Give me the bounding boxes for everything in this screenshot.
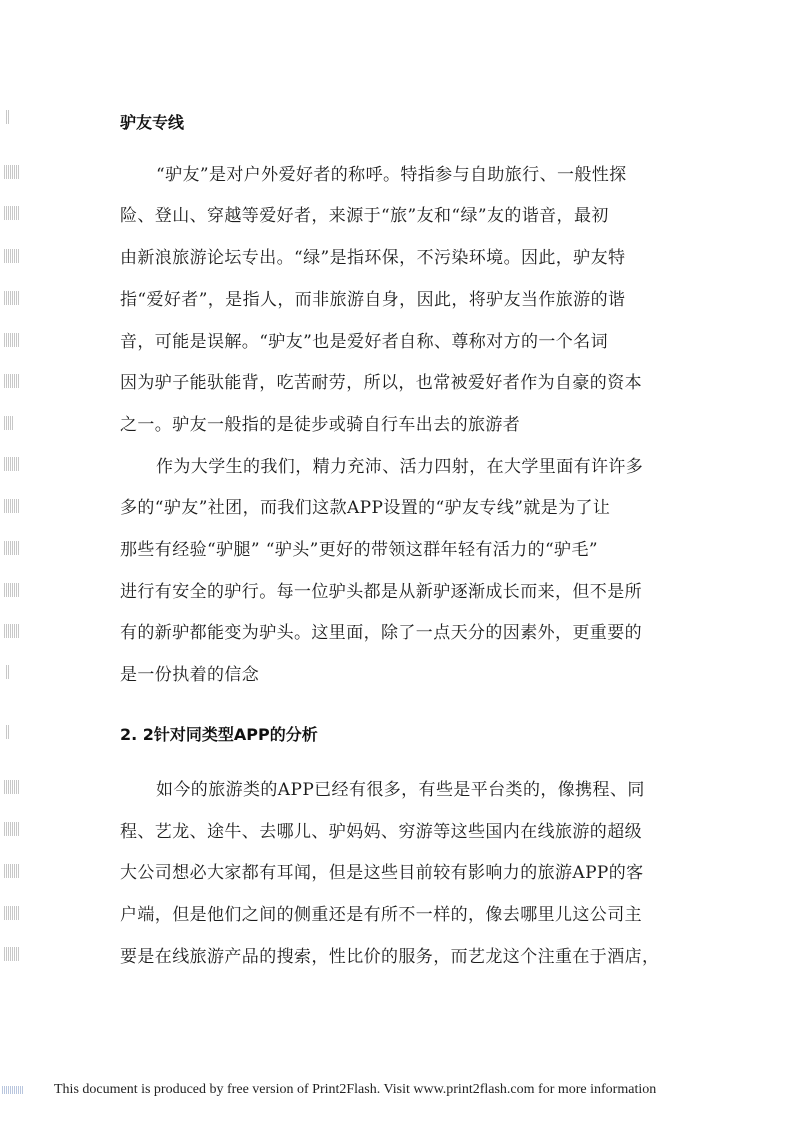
paragraph-line: 指“爱好者”，是指人，而非旅游自身，因此，将驴友当作旅游的谐 xyxy=(120,290,626,310)
paragraph-line: 因为驴子能驮能背，吃苦耐劳，所以，也常被爱好者作为自豪的资本 xyxy=(120,373,642,393)
paragraph-line: 户端，但是他们之间的侧重还是有所不一样的，像去哪里儿这公司主 xyxy=(120,905,642,925)
paragraph-line: 险、登山、穿越等爱好者，来源于“旅”友和“绿”友的谐音，最初 xyxy=(120,206,609,226)
paragraph-line: 音，可能是误解。“驴友”也是爱好者自称、尊称对方的一个名词 xyxy=(120,332,608,352)
margin-mark xyxy=(4,457,20,471)
paragraph-line: 作为大学生的我们，精力充沛、活力四射，在大学里面有许许多 xyxy=(156,457,644,477)
margin-mark xyxy=(4,906,20,920)
paragraph-line: 那些有经验“驴腿” “驴头”更好的带领这群年轻有活力的“驴毛” xyxy=(120,540,598,560)
paragraph-line: 多的“驴友”社团，而我们这款APP设置的“驴友专线”就是为了让 xyxy=(120,498,611,518)
footer-margin-mark xyxy=(2,1086,24,1094)
section-heading: 驴友专线 xyxy=(120,113,185,132)
paragraph-line: 是一份执着的信念 xyxy=(120,665,260,685)
margin-mark xyxy=(4,624,20,638)
margin-mark xyxy=(4,780,20,794)
margin-mark xyxy=(4,291,20,305)
scan-margin-marks xyxy=(2,0,24,1123)
paragraph-line: 程、艺龙、途牛、去哪儿、驴妈妈、穷游等这些国内在线旅游的超级 xyxy=(120,822,642,842)
margin-mark xyxy=(4,499,20,513)
margin-mark xyxy=(4,947,20,961)
margin-mark xyxy=(4,583,20,597)
margin-mark xyxy=(4,206,20,220)
margin-mark xyxy=(4,864,20,878)
section-heading: 2. 2针对同类型APP的分析 xyxy=(120,725,318,744)
margin-mark xyxy=(6,110,10,124)
margin-mark xyxy=(4,541,20,555)
paragraph-line: 进行有安全的驴行。每一位驴头都是从新驴逐渐成长而来，但不是所 xyxy=(120,582,642,602)
paragraph-line: 要是在线旅游产品的搜索，性比价的服务，而艺龙这个注重在于酒店， xyxy=(120,947,660,967)
paragraph-line: “驴友”是对户外爱好者的称呼。特指参与自助旅行、一般性探 xyxy=(156,165,627,185)
margin-mark xyxy=(4,822,20,836)
paragraph-line: 由新浪旅游论坛专出。“绿”是指环保，不污染环境。因此，驴友特 xyxy=(120,248,626,268)
margin-mark xyxy=(6,725,10,739)
paragraph-line: 大公司想必大家都有耳闻，但是这些目前较有影响力的旅游APP的客 xyxy=(120,863,644,883)
paragraph-line: 如今的旅游类的APP已经有很多，有些是平台类的，像携程、同 xyxy=(156,780,645,800)
margin-mark xyxy=(4,249,20,263)
paragraph-line: 有的新驴都能变为驴头。这里面，除了一点天分的因素外，更重要的 xyxy=(120,623,642,643)
paragraph-line: 之一。驴友一般指的是徒步或骑自行车出去的旅游者 xyxy=(120,415,521,435)
margin-mark xyxy=(4,416,13,430)
margin-mark xyxy=(4,374,20,388)
margin-mark xyxy=(6,665,10,679)
margin-mark xyxy=(4,333,20,347)
watermark-footer: This document is produced by free version of Print2Flash. Visit www.print2flash.com for more information xyxy=(54,1082,657,1097)
margin-mark xyxy=(4,165,20,179)
